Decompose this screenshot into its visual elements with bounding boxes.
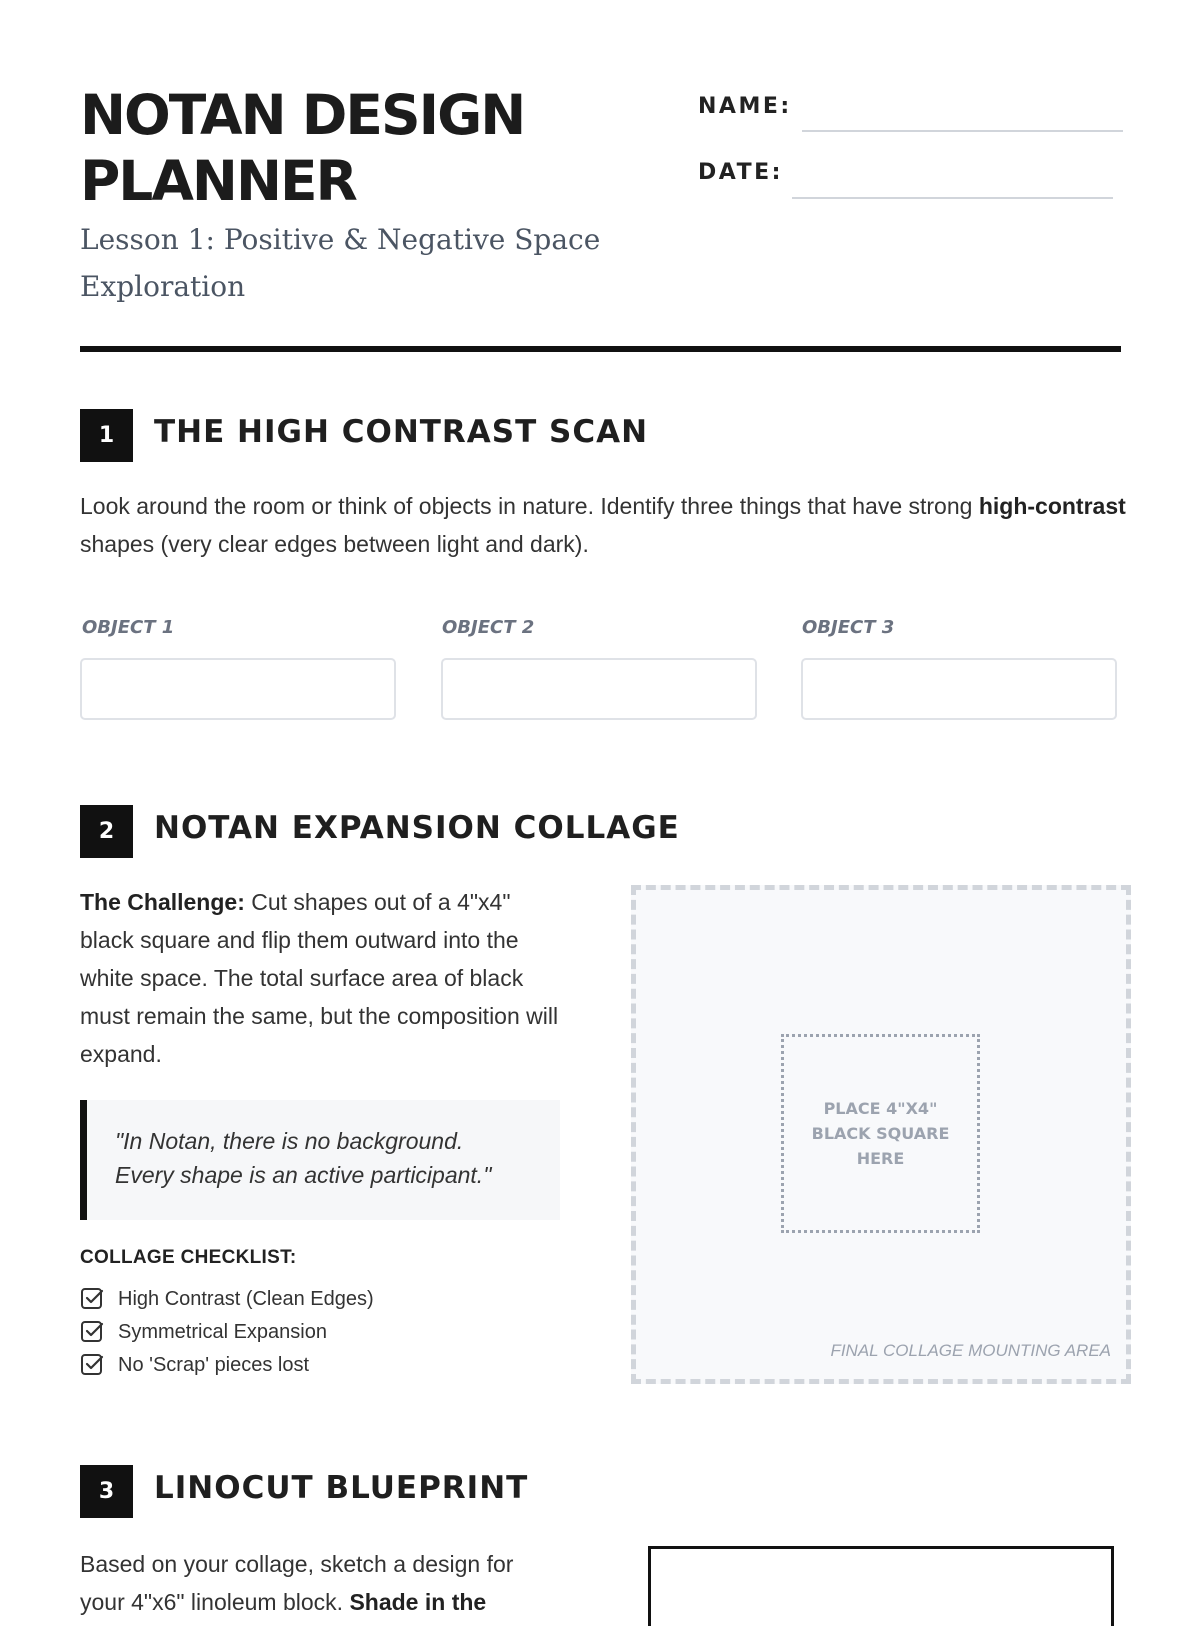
checkbox-checked-icon (80, 1320, 104, 1344)
object-2-input[interactable] (441, 658, 757, 720)
section-1-number: 1 (80, 409, 133, 462)
section-3-title: LINOCUT BLUEPRINT (154, 1470, 529, 1506)
mounting-area-caption: FINAL COLLAGE MOUNTING AREA (830, 1341, 1111, 1360)
notan-quote: "In Notan, there is no background. Every shape is an active participant." (80, 1100, 560, 1220)
checklist-item[interactable]: High Contrast (Clean Edges) (80, 1286, 374, 1312)
name-label: NAME: (698, 94, 792, 119)
object-1-input[interactable] (80, 658, 396, 720)
object-3-label: OBJECT 3 (802, 617, 895, 638)
section-3-instructions: Based on your collage, sketch a design for your 4"x6" linoleum block. Shade in the (80, 1551, 514, 1615)
object-1-label: OBJECT 1 (82, 617, 175, 638)
object-2-label: OBJECT 2 (442, 617, 535, 638)
object-3-input[interactable] (801, 658, 1117, 720)
section-2-number: 2 (80, 805, 133, 858)
page-subtitle: Lesson 1: Positive & Negative Space Exploration (80, 223, 601, 303)
checklist-title: COLLAGE CHECKLIST: (80, 1247, 297, 1268)
section-2-challenge: The Challenge: Cut shapes out of a 4"x4" black square and flip them outward into the white space. The total surface area of black must remain the same, but the composition will expand. (80, 889, 559, 1067)
header-divider (80, 346, 1121, 352)
date-field[interactable] (792, 197, 1113, 199)
date-label: DATE: (698, 160, 783, 185)
checklist-item[interactable]: No 'Scrap' pieces lost (80, 1352, 309, 1378)
checkbox-checked-icon (80, 1287, 104, 1311)
section-1-title: THE HIGH CONTRAST SCAN (154, 414, 649, 450)
linocut-sketch-area[interactable] (648, 1546, 1114, 1626)
section-1-instructions: Look around the room or think of objects in nature. Identify three things that have strong high-contrast shapes (very clear edges between light and dark). (80, 493, 1126, 557)
name-field[interactable] (802, 130, 1123, 132)
section-2-title: NOTAN EXPANSION COLLAGE (154, 810, 680, 846)
checkbox-checked-icon (80, 1353, 104, 1377)
black-square-placeholder: PLACE 4"X4" BLACK SQUARE HERE (781, 1034, 980, 1233)
section-3-number: 3 (80, 1465, 133, 1518)
page-title: NOTAN DESIGN PLANNER (80, 83, 525, 213)
checklist-item[interactable]: Symmetrical Expansion (80, 1319, 327, 1345)
